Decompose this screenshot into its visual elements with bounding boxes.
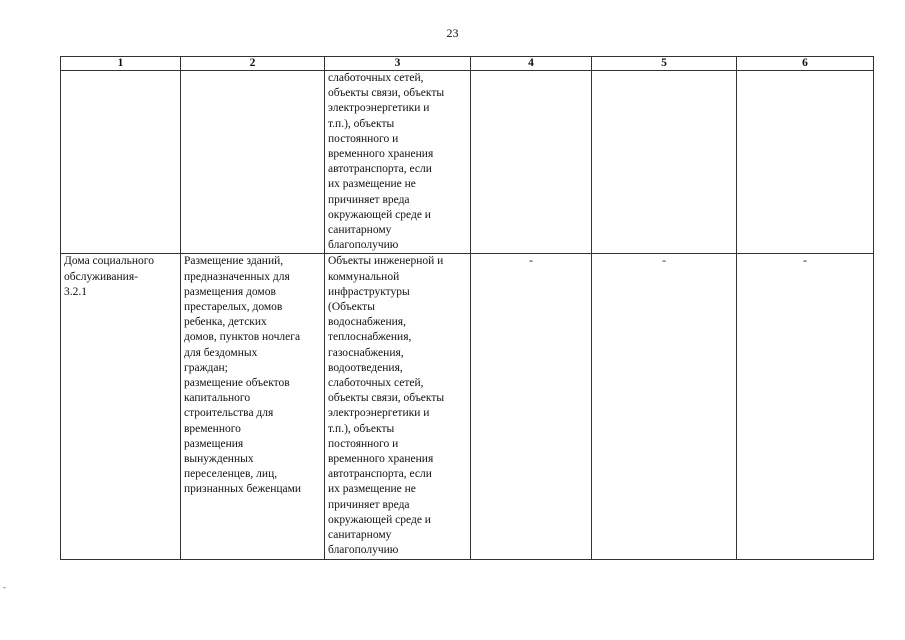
column-header-4: 4 xyxy=(471,57,592,71)
table-cell xyxy=(61,71,181,254)
document-table xyxy=(60,56,874,560)
column-header-3: 3 xyxy=(325,57,471,71)
table-cell: - xyxy=(737,254,874,559)
table-cell xyxy=(592,71,737,254)
table-row xyxy=(61,71,874,254)
table-cell: Объекты инженерной и коммунальной инфраструктуры (Объекты водоснабжения, теплоснабжения, газоснабжения, водоотведения, слаботочных сетей, объекты связи, объекты электроэнергетики и т.п.), объекты постоянного и временного хранения автотранспорта, если их размещение не причиняет вреда окружающей среде и санитарному благополучию xyxy=(325,254,471,559)
column-header-2: 2 xyxy=(181,57,325,71)
table-cell: - xyxy=(592,254,737,559)
column-header-5: 5 xyxy=(592,57,737,71)
table-header-row xyxy=(61,57,874,71)
margin-mark: - xyxy=(3,582,6,592)
table-row xyxy=(61,254,874,559)
table-cell xyxy=(737,71,874,254)
page-number: 23 xyxy=(446,26,459,40)
table-cell: Размещение зданий, предназначенных для размещения домов престарелых, домов ребенка, детских домов, пунктов ночлега для бездомных граждан; размещение объектов капитального строительства для временного размещения вынужденных переселенцев, лиц, признанных беженцами xyxy=(181,254,325,559)
table-cell xyxy=(471,71,592,254)
table-cell: Дома социального обслуживания- 3.2.1 xyxy=(61,254,181,559)
column-header-6: 6 xyxy=(737,57,874,71)
table-cell: слаботочных сетей, объекты связи, объекты электроэнергетики и т.п.), объекты постоянного и временного хранения автотранспорта, если их размещение не причиняет вреда окружающей среде и санитарному благополучию xyxy=(325,71,471,254)
column-header-1: 1 xyxy=(61,57,181,71)
table-cell xyxy=(181,71,325,254)
table-cell: - xyxy=(471,254,592,559)
